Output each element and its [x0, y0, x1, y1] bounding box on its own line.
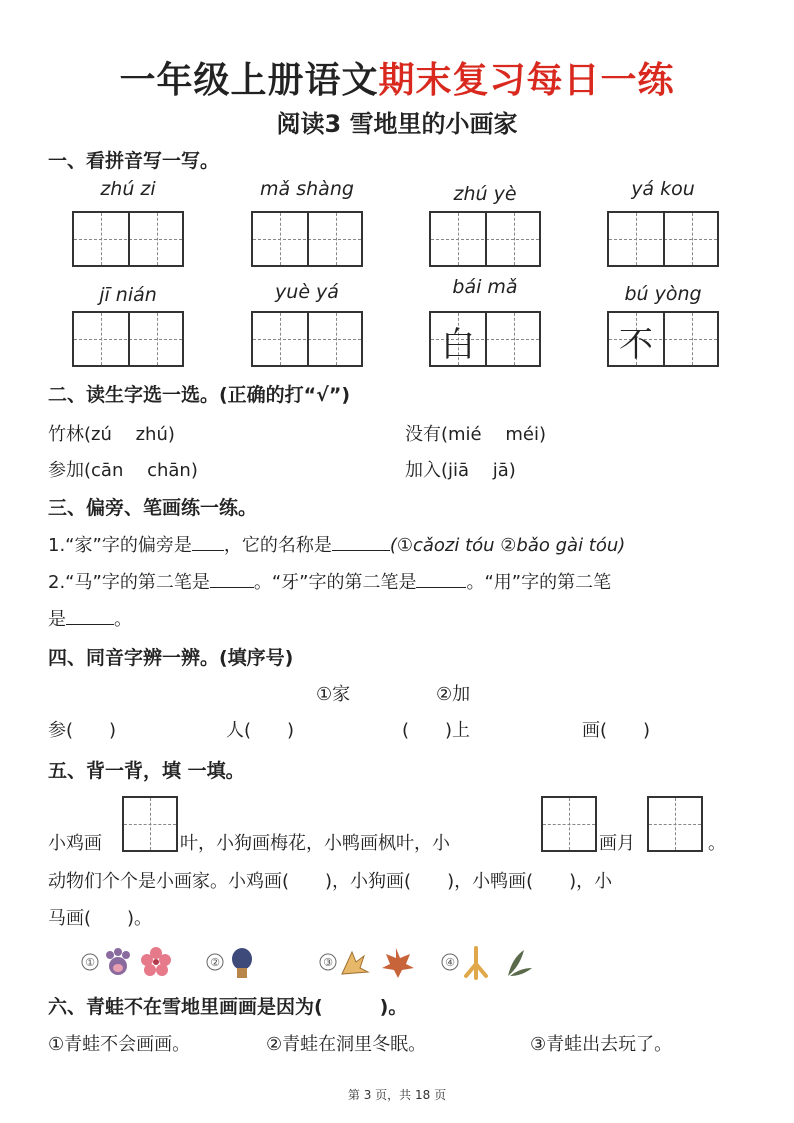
section-2-heading: 二、读生字选一选。(正确的打“√”) [48, 384, 351, 406]
fill-char-box[interactable] [122, 796, 178, 852]
leaf-sprig-icon [508, 950, 532, 976]
poem-line-1a: 小鸡画 [48, 833, 102, 854]
answer-blank[interactable] [416, 569, 466, 588]
picture-option-1 [80, 942, 190, 986]
answer-blank[interactable] [210, 569, 254, 588]
fill-blank[interactable]: ( )上 [402, 720, 471, 741]
answer-blank[interactable] [66, 606, 114, 625]
poem-line-3: 马画( )。 [48, 908, 153, 929]
answer-option[interactable]: ③青蛙出去玩了。 [530, 1034, 673, 1055]
q2-text-a: 2.“马”字的第二笔是 [48, 572, 210, 593]
fill-blank[interactable]: 参( ) [48, 720, 117, 741]
section-4-heading: 四、同音字辨一辨。(填序号) [48, 647, 294, 669]
page-number: 第 3 页，共 18 页 [347, 1088, 447, 1102]
poem-line-1d: 。 [708, 833, 726, 854]
tian-zi-ge-box[interactable] [429, 311, 541, 367]
question-2-cont [48, 605, 132, 631]
question-2 [48, 568, 611, 594]
choice-item[interactable]: 没有(mié méi) [405, 424, 546, 445]
tian-zi-ge-box[interactable] [607, 311, 719, 367]
pinyin-label: zhú yè [453, 183, 517, 205]
tian-zi-ge-box[interactable] [607, 211, 719, 267]
chicken-foot-icon [466, 948, 486, 978]
q2-text-e: 。 [114, 609, 132, 630]
picture-option-4 [440, 942, 540, 986]
bamboo-leaf-icon [232, 948, 252, 978]
written-char: 白 [441, 325, 475, 365]
q1-text-a: 1.“家”字的偏旁是 [48, 535, 192, 556]
pinyin-label: mǎ shàng [260, 178, 354, 200]
picture-option-3 [318, 942, 428, 986]
choice-item[interactable]: 参加(cān chān) [48, 460, 198, 481]
tian-zi-ge-box[interactable] [251, 311, 363, 367]
q2-text-d: 是 [48, 609, 66, 630]
subtitle: 阅读3 雪地里的小画家 [276, 110, 518, 138]
pinyin-label: zhú zi [100, 178, 156, 200]
pinyin-label: yuè yá [275, 281, 339, 303]
pinyin-label: yá kou [631, 178, 695, 200]
maple-leaf-icon [382, 948, 414, 978]
section-1-heading: 一、看拼音写一写。 [48, 150, 220, 172]
picture-label: ① [85, 956, 95, 969]
pinyin-label: bái mǎ [452, 276, 518, 298]
choice-item[interactable]: 竹林(zú zhú) [48, 424, 175, 445]
poem-line-1b: 叶，小狗画梅花，小鸭画枫叶，小 [180, 833, 450, 854]
tian-zi-ge-box[interactable] [72, 211, 184, 267]
picture-label: ③ [323, 956, 333, 969]
paw-print-icon [106, 948, 130, 975]
page-title [0, 52, 794, 103]
plum-blossom-icon [141, 947, 171, 976]
option-jia-home: ①家 [316, 684, 351, 705]
option-jia-add: ②加 [436, 684, 471, 705]
answer-option[interactable]: ①青蛙不会画画。 [48, 1034, 191, 1055]
choice-item[interactable]: 加入(jiā jā) [405, 460, 516, 481]
q2-text-b: 。“牙”字的第二笔是 [253, 572, 417, 593]
tian-zi-ge-box[interactable] [72, 311, 184, 367]
poem-line-2: 动物们个个是小画家。小鸡画( )，小狗画( )，小鸭画( )，小 [48, 871, 613, 892]
section-3-heading: 三、偏旁、笔画练一练。 [48, 497, 258, 519]
q1-text-c: (①cǎozi tóu ②bǎo gài tóu) [389, 535, 626, 556]
fill-blank[interactable]: 画( ) [582, 720, 651, 741]
title-red: 期末复习每日一练 [378, 60, 675, 101]
question-1 [48, 531, 625, 557]
duck-foot-icon [342, 952, 368, 974]
fill-blank[interactable]: 人( ) [226, 720, 295, 741]
picture-label: ② [210, 956, 220, 969]
pinyin-label: bú yòng [624, 283, 702, 305]
answer-blank[interactable] [332, 532, 390, 551]
pinyin-label: jī nián [99, 284, 157, 306]
tian-zi-ge-box[interactable] [251, 211, 363, 267]
written-char: 不 [619, 325, 653, 365]
section-6-heading: 六、青蛙不在雪地里画画是因为( )。 [48, 996, 408, 1018]
q1-text-b: ，它的名称是 [223, 535, 332, 556]
tian-zi-ge-box[interactable] [429, 211, 541, 267]
answer-option[interactable]: ②青蛙在洞里冬眠。 [266, 1034, 427, 1055]
fill-char-box[interactable] [647, 796, 703, 852]
section-5-heading: 五、背一背，填 一填。 [48, 760, 245, 782]
crescent-moon-icon [257, 948, 277, 977]
picture-option-2 [205, 942, 305, 986]
title-black: 一年级上册语文 [119, 60, 379, 101]
answer-blank[interactable] [192, 532, 224, 551]
q2-text-c: 。“用”字的第二笔 [466, 572, 612, 593]
picture-label: ④ [445, 956, 455, 969]
poem-line-1c: 画月 [599, 833, 635, 854]
fill-char-box[interactable] [541, 796, 597, 852]
